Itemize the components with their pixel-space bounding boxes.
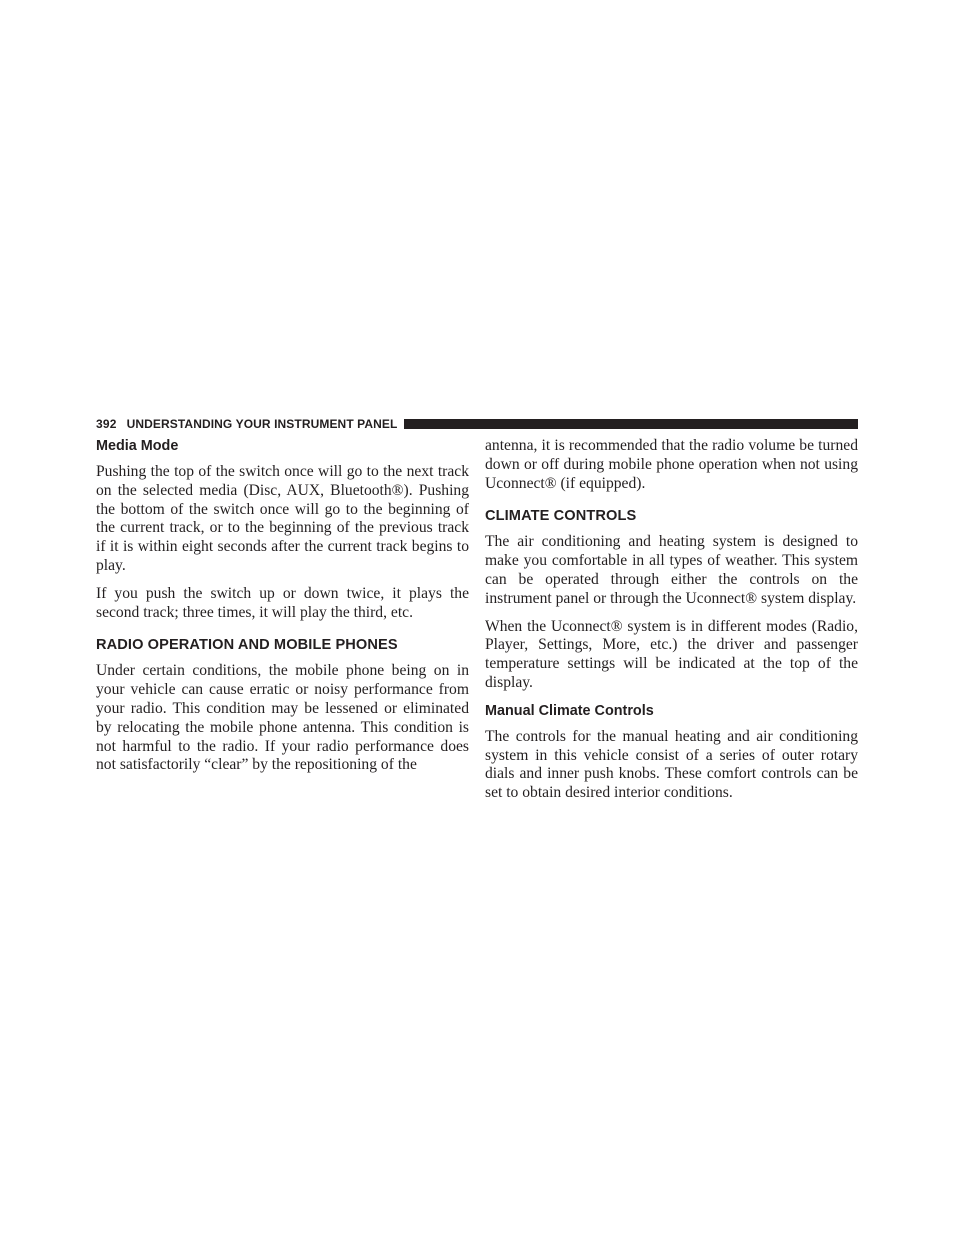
manual-climate-controls-heading: Manual Climate Controls — [485, 702, 654, 719]
header-rule — [404, 419, 858, 429]
radio-operation-heading: RADIO OPERATION AND MOBILE PHONES — [96, 637, 398, 654]
page-number: 392 — [96, 417, 117, 431]
radio-operation-paragraph-continued: antenna, it is recommended that the radio volume be turned down or off during mobile phone operation when not using Uconnect® (if equipped). — [485, 437, 858, 492]
radio-operation-paragraph: Under certain conditions, the mobile phone being on in your vehicle can cause erratic or noisy performance from your radio. This condition may be lessened or eliminated by relocating the mobile phone antenna. This condition is not harmful to the radio. If your radio performance does not satisfactorily “clear” by the repositioning of the — [96, 662, 469, 774]
left-column — [96, 437, 469, 784]
media-mode-heading: Media Mode — [96, 438, 179, 454]
running-section-title: UNDERSTANDING YOUR INSTRUMENT PANEL — [126, 417, 398, 431]
media-mode-paragraph-2: If you push the switch up or down twice, it plays the second track; three times, it will play the third, etc. — [96, 584, 469, 621]
climate-controls-heading: CLIMATE CONTROLS — [485, 508, 637, 525]
right-column — [485, 437, 858, 812]
manual-climate-controls-paragraph: The controls for the manual heating and air conditioning system in this vehicle consist of a series of outer rotary dials and inner push knobs. These comfort controls can be set to obtain desired interior conditions. — [485, 727, 858, 802]
climate-controls-paragraph-2: When the Uconnect® system is in different modes (Radio, Player, Settings, More, etc.) the driver and passenger temperature settings will be indicated at the top of the display. — [485, 617, 858, 691]
climate-controls-paragraph-1: The air conditioning and heating system is designed to make you comfortable in all types of weather. This system can be operated through either the controls on the instrument panel or through the Uconnect® system display. — [485, 533, 858, 607]
media-mode-paragraph-1: Pushing the top of the switch once will go to the next track on the selected media (Disc, AUX, Bluetooth®). Pushing the bottom of the switch once will go to the beginning of the current track, or to the beginning of the previous track if it is within eight seconds after the current track begins to play. — [96, 463, 469, 574]
running-header — [96, 417, 858, 431]
